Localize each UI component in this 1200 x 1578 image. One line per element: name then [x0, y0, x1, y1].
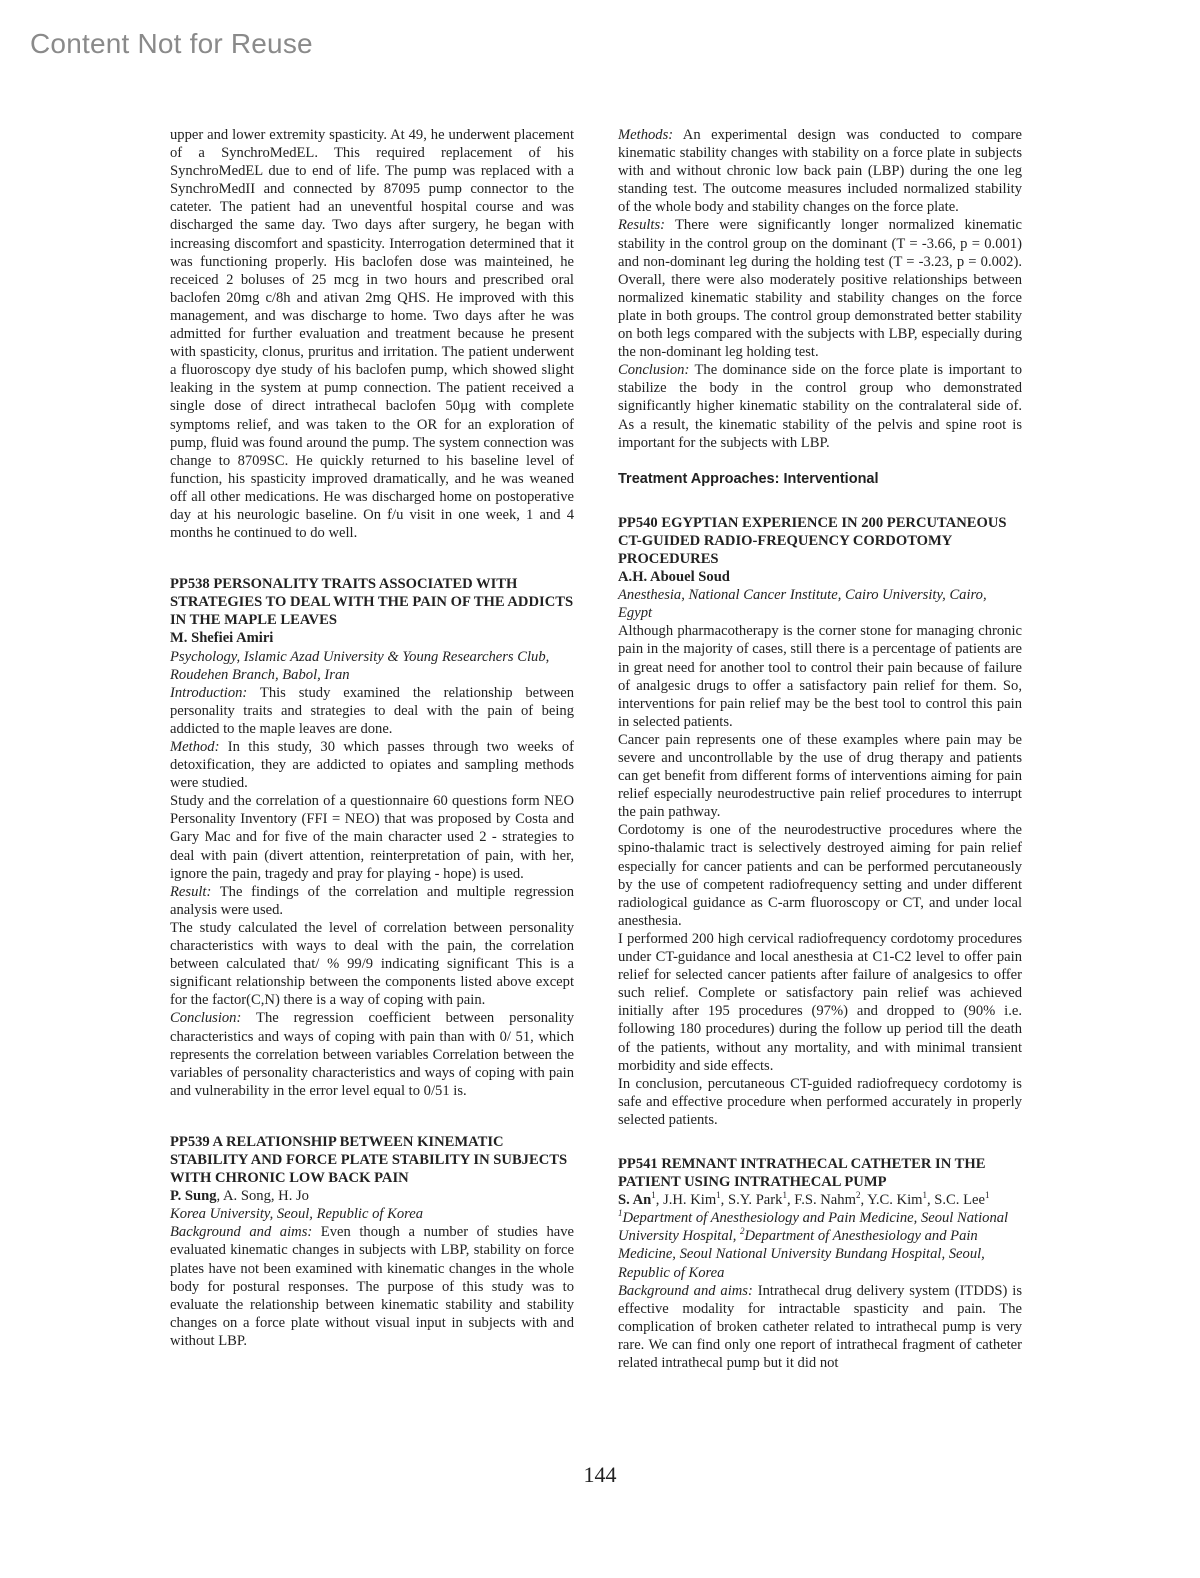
abstract-pp538 [170, 575, 574, 1100]
abstract-paragraph: The study calculated the level of correlation between personality characteristics with ways to deal with the pain, the correlation between calculated that/ % 99/9 indicating significant This is a significant relationship between the components listed above except for the factor(C,N) there is a way of coping with pain. [170, 919, 574, 1009]
abstract-authors: S. An$^1$, J.H. Kim$^1$, S.Y. Park$^1$, F.S. Nahm$^2$, Y.C. Kim$^1$, S.C. Lee$^1$ [618, 1190, 990, 1209]
abstract-paragraph: Introduction: This study examined the relationship between personality traits and strategies to deal with the pain of being addicted to the maple leaves are done. [170, 684, 574, 737]
abstract-affiliation: $^1$Department of Anesthesiology and Pain Medicine, Seoul National University Hospital, $^2$Department of Anesthesiology and Pain Medicine, Seoul National University Bundang Hospital, Seoul, Republic of Korea [618, 1208, 1009, 1281]
page-number: 144 [583, 1462, 617, 1487]
abstract-pp539-continued [618, 126, 1022, 452]
section-heading: Treatment Approaches: Interventional [618, 470, 879, 487]
abstract-pp540 [618, 514, 1022, 1129]
result-label: Result: [170, 883, 212, 900]
abstract-paragraph: Result: The findings of the correlation and multiple regression analysis were used. [170, 883, 574, 918]
watermark: Content Not for Reuse [30, 28, 313, 59]
background-label: Background and aims: [618, 1282, 753, 1299]
abstract-paragraph: Conclusion: The dominance side on the force plate is important to stabilize the body in the control group who demonstrated significantly higher kinematic stability on the contralateral side of. As a result, the kinematic stability of the pelvis and spine root is important for the subjects with LBP. [618, 362, 1022, 451]
abstract-paragraph: Results: There were significantly longer normalized kinematic stability in the control group on the dominant (T = -3.66, p = 0.001) and non-dominant leg during the holding test (T = -3.23, p = 0.002). Overall, there were also moderately positive relationships between normalized kinematic stability and stability changes on the force plate in both groups. The control group demonstrated better stability on both legs compared with the subjects with LBP, especially during the non-dominant leg holding test. [618, 217, 1022, 361]
abstract-paragraph: Background and aims: Even though a number of studies have evaluated kinematic changes in subjects with LBP, stability on force plates have not been examined with kinematic changes in the whole body for postural responses. The purpose of this study was to evaluate the relationship between kinematic stability and stability changes on a force plate without visual input in subjects with and without LBP. [170, 1224, 574, 1349]
abstract-paragraph: Study and the correlation of a questionnaire 60 questions form NEO Personality Inventory (FFI = NEO) that was proposed by Costa and Gary Mac and for five of the main character used 2 - strategies to deal with pain (divert attention, reinterpretation of pain, with her, ignore the pain, tragedy and pray for playing - hope) is used. [170, 793, 574, 882]
abstract-title: PP540 EGYPTIAN EXPERIENCE IN 200 PERCUTANEOUS CT-GUIDED RADIO-FREQUENCY CORDOTOMY PROCEDURES [618, 514, 1007, 567]
background-label: Background and aims: [170, 1224, 313, 1241]
abstract-title: PP538 PERSONALITY TRAITS ASSOCIATED WITH STRATEGIES TO DEAL WITH THE PAIN OF THE ADDICTS IN THE MAPLE LEAVES [170, 576, 574, 629]
abstract-affiliation: Korea University, Seoul, Republic of Korea [170, 1206, 424, 1223]
abstract-paragraph: Methods: An experimental design was conducted to compare kinematic stability changes with stability on a force plate in subjects with and without chronic low back pain (LBP) during the one leg standing test. The outcome measures included normalized stability of the whole body and stability changes on the force plate. [618, 127, 1022, 216]
case-continuation: upper and lower extremity spasticity. At 49, he underwent placement of a SynchroMedEL. This required replacement of his SynchroMedEL due to end of life. The pump was replaced with a SynchroMedII and connected by 87095 pump connector to the cateter. The patient had an uneventful hospital course and was discharged the same day. Two days after surgery, he began with increasing discomfort and spasticity. Interrogation determined that it was functioning properly. His baclofen dose was mainteined, he receiced 2 boluses of 25 mcg in two hours and prescribed oral baclofen 20mg c/8h and ativan 2mg QHS. He improved with this management, and was discharge to home. Two days after he was admitted for further evaluation and treatment because he present with spasticity, clonus, pruritus and irritation. The patient underwent a fluoroscopy dye study of his baclofen pump, which showed slight leaking in the system at pump connection. The patient received a single dose of direct intrathecal baclofen 50µg with complete symptoms relief, and was taken to the OR for an exploration of pump, fluid was found around the pump. The system connection was change to 8709SC. He quickly returned to his baseline level of function, his spasticity improved dramatically, and he was weaned off all other medications. He was discharged home on postoperative day at his neurologic baseline. On f/u visit in one week, 1 and 4 months he continued to do well. [170, 127, 574, 542]
results-label: Results: [618, 217, 666, 234]
abstract-title: PP541 REMNANT INTRATHECAL CATHETER IN THE PATIENT USING INTRATHECAL PUMP [618, 1155, 986, 1191]
abstract-paragraph: I performed 200 high cervical radiofrequency cordotomy procedures under CT-guidance and local anesthesia at C1-C2 level to offer pain relief for selected cancer patients after failure of analgesics to offer such relief. Complete or satisfactory pain relief was achieved initially after 195 procedures (97%) and dropped to (90% i.e. following 180 procedures) during the follow up period till the death of the patients, without any mortality, and with minimal transient morbidity and side effects. [618, 930, 1022, 1074]
abstract-title: PP539 A RELATIONSHIP BETWEEN KINEMATIC STABILITY AND FORCE PLATE STABILITY IN SUBJECTS WITH CHRONIC LOW BACK PAIN [170, 1133, 568, 1187]
conclusion-label: Conclusion: [170, 1010, 242, 1027]
abstract-paragraph: Cordotomy is one of the neurodestructive procedures where the spino-thalamic tract is selectively destroyed aiming for pain relief especially for cancer patients and can be performed percutaneously by the use of competent radiofrequency setting and under different radiological guidance as C-arm fluoroscopy or CT, and under local anesthesia. [618, 822, 1022, 929]
abstract-paragraph: Cancer pain represents one of these examples where pain may be severe and uncontrollable by the use of drug therapy and patients can get benefit from different forms of interventions aiming for pain relief especially neurodestructive pain relief procedures to interrupt the pain pathway. [618, 731, 1022, 821]
abstract-authors: A.H. Abouel Soud [618, 569, 730, 586]
abstract-authors: M. Shefiei Amiri [170, 630, 274, 647]
abstract-pp539 [170, 1133, 574, 1350]
abstract-affiliation: Psychology, Islamic Azad University & Young Researchers Club, Roudehen Branch, Babol, Iran [170, 648, 550, 683]
abstract-pp541 [618, 1155, 1022, 1372]
abstract-paragraph: Background and aims: Intrathecal drug delivery system (ITDDS) is effective modality for intractable spasticity and pain. The complication of broken catheter related to intrathecal pump is very rare. We can find only one report of intrathecal fragment of catheter related intrathecal pump but it did not [618, 1282, 1022, 1371]
right-column [618, 126, 1022, 1372]
abstract-paragraph: Conclusion: The regression coefficient between personality characteristics and ways of coping with pain than with 0/ 51, which represents the correlation between variables Correlation between the variables of personality characteristics and ways of coping with pain and vulnerability in the error level equal to 0/51 is. [170, 1010, 574, 1099]
abstract-paragraph: In conclusion, percutaneous CT-guided radiofrequecy cordotomy is safe and effective procedure when performed accurately in properly selected patients. [618, 1075, 1022, 1128]
introduction-label: Introduction: [170, 684, 248, 701]
conclusion-label: Conclusion: [618, 362, 690, 379]
left-column [170, 126, 574, 1350]
abstract-paragraph: Method: In this study, 30 which passes through two weeks of detoxification, they are addicted to opiates and sampling methods were studied. [170, 739, 574, 792]
method-label: Method: [170, 739, 220, 755]
abstract-affiliation: Anesthesia, National Cancer Institute, Cairo University, Cairo, Egypt [618, 587, 987, 622]
abstract-paragraph: Although pharmacotherapy is the corner stone for managing chronic pain in the majority of cases, still there is a percentage of patients are in great need for another tool to control their pain because of failure of analgesic drugs to offer a satisfactory pain relief for them. So, interventions for pain relief may be the best tool to control this pain in selected patients. [618, 623, 1022, 730]
methods-label: Methods: [618, 127, 674, 143]
abstract-authors: P. Sung, A. Song, H. Jo [170, 1188, 309, 1205]
